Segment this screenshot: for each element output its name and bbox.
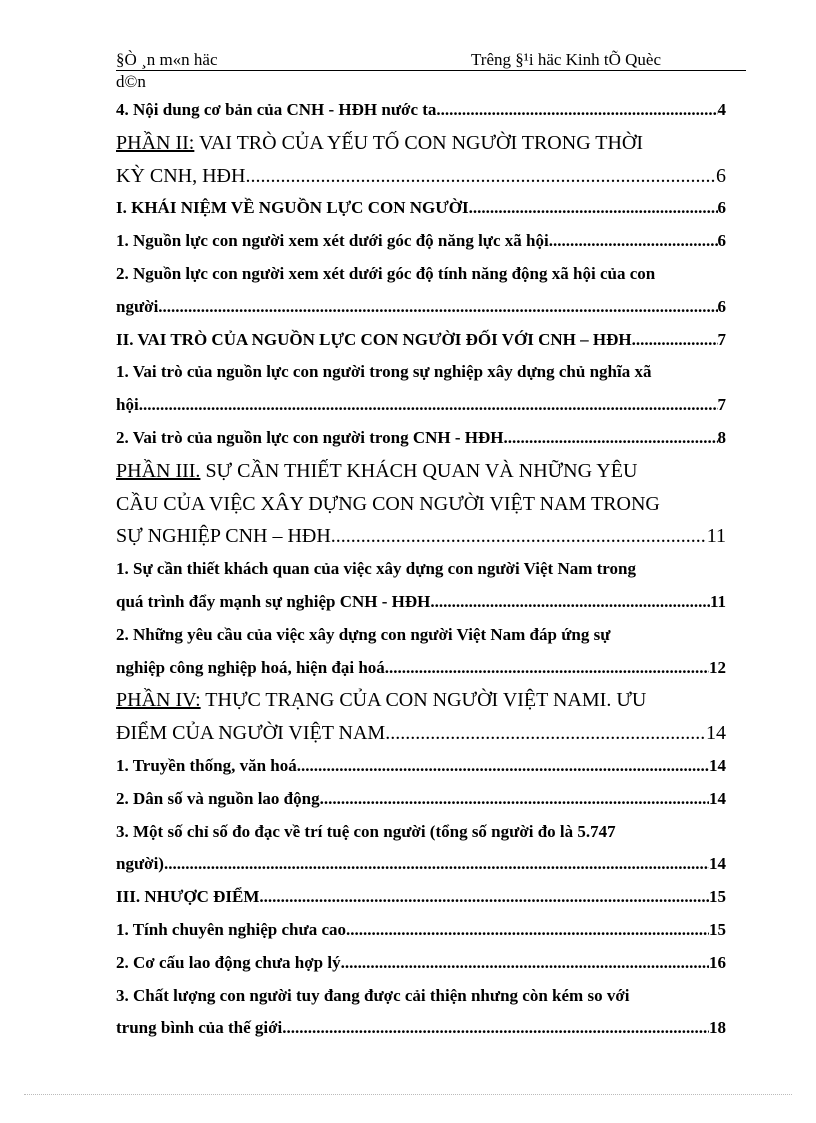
dot-leader (282, 1012, 709, 1045)
toc-page-number: 15 (709, 887, 726, 907)
toc-entry-text: 1. Nguồn lực con người xem xét dưới góc độ năng lực xã hội (116, 231, 549, 251)
toc-entry-text: III. NHƯỢC ĐIỂM (116, 887, 260, 907)
toc-entry-text: I. KHÁI NIỆM VỀ NGUỒN LỰC CON NGƯỜI (116, 198, 469, 218)
header-continuation: d©n (116, 72, 146, 91)
toc-entry-leader-line (116, 881, 726, 914)
page-bottom-rule (24, 1094, 792, 1095)
toc-page-number: 14 (706, 722, 726, 745)
toc-entry-text: CẦU CỦA VIỆC XÂY DỰNG CON NGƯỜI VIỆT NAM TRONG (116, 492, 660, 515)
toc-entry-leader-line (116, 783, 726, 816)
toc-entry-line (116, 684, 726, 717)
toc-entry (116, 684, 726, 750)
toc-entry (116, 192, 726, 225)
dot-leader (435, 586, 710, 619)
toc-entry-line (116, 356, 726, 389)
header-right-text: Trêng §¹i häc Kinh tÕ Quèc (471, 50, 662, 69)
toc-entry-leader-line (116, 520, 726, 553)
dot-leader (469, 192, 718, 225)
toc-entry-line (116, 455, 726, 488)
toc-entry-line (116, 258, 726, 291)
toc-page-number: 12 (709, 657, 726, 677)
toc-page-number: 14 (709, 755, 726, 775)
toc-page-number: 11 (706, 525, 726, 548)
table-of-contents (116, 94, 726, 1045)
toc-entry-leader-line (116, 1012, 726, 1045)
toc-entry (116, 881, 726, 914)
toc-entry-text: VAI TRÒ CỦA YẾU TỐ CON NGƯỜI TRONG THỜI (194, 131, 644, 154)
toc-page-number: 7 (717, 329, 726, 349)
dot-leader (389, 652, 709, 685)
toc-entry-leader-line (116, 586, 726, 619)
dot-leader (503, 422, 717, 455)
toc-entry-text: người) (116, 854, 164, 874)
toc-entry (116, 225, 726, 258)
dot-leader (158, 291, 717, 324)
toc-entry-text: 2. Những yêu cầu của việc xây dựng con người Việt Nam đáp ứng sự (116, 624, 611, 644)
toc-entry-text: SỰ CẦN THIẾT KHÁCH QUAN VÀ NHỮNG YÊU (200, 459, 638, 482)
dot-leader (549, 225, 718, 258)
toc-part-label: PHẦN IV: (116, 689, 201, 712)
toc-page-number: 11 (709, 591, 726, 611)
toc-entry-text: 3. Một số chỉ số đo đạc về trí tuệ con người (tổng số người đo là 5.747 (116, 821, 616, 841)
toc-page-number: 14 (709, 854, 726, 874)
toc-entry-text: 2. Cơ cấu lao động chưa hợp lý (116, 952, 341, 972)
dot-leader (245, 160, 716, 193)
toc-entry-text: 1. Truyền thống, văn hoá (116, 755, 297, 775)
page-header (116, 50, 746, 91)
toc-entry-text: 3. Chất lượng con người tuy đang được cải thiện nhưng còn kém so với (116, 985, 630, 1005)
toc-page-number: 15 (709, 919, 726, 939)
dot-leader (139, 389, 718, 422)
dot-leader (436, 94, 717, 127)
toc-entry-text: 2. Vai trò của nguồn lực con người trong CNH - HĐH (116, 427, 504, 447)
toc-page-number: 8 (717, 427, 726, 447)
toc-page-number: 6 (716, 164, 726, 187)
dot-leader (346, 914, 709, 947)
toc-entry-leader-line (116, 848, 726, 881)
toc-entry (116, 422, 726, 455)
toc-entry-line (116, 127, 726, 160)
toc-entry-text: quá trình đẩy mạnh sự nghiệp CNH - HĐH. (116, 591, 435, 611)
toc-page-number: 6 (717, 296, 726, 316)
header-left-text: §Ò ¸n m«n häc (116, 50, 218, 69)
toc-entry-text: trung bình của thế giới (116, 1018, 283, 1038)
toc-entry-text: THỰC TRẠNG CỦA CON NGƯỜI VIỆT NAMI. ƯU (200, 689, 647, 712)
toc-entry-line (116, 553, 726, 586)
toc-entry-leader-line (116, 225, 726, 258)
toc-entry-text: hội (116, 395, 139, 415)
toc-entry-leader-line (116, 914, 726, 947)
toc-entry-leader-line (116, 947, 726, 980)
toc-entry-line (116, 980, 726, 1013)
toc-entry-leader-line (116, 652, 726, 685)
dot-leader (636, 324, 718, 357)
toc-page-number: 4 (717, 100, 726, 119)
toc-entry-text: 2. Nguồn lực con người xem xét dưới góc độ tính năng động xã hội của con (116, 263, 656, 283)
toc-entry-leader-line (116, 160, 726, 193)
toc-entry (116, 816, 726, 882)
toc-entry (116, 94, 726, 127)
toc-entry-text: 1. Sự cần thiết khách quan của việc xây dựng con người Việt Nam trong (116, 559, 637, 579)
toc-page-number: 18 (709, 1018, 726, 1038)
toc-entry (116, 947, 726, 980)
toc-entry (116, 553, 726, 619)
toc-entry-text: người (116, 296, 159, 316)
toc-part-label: PHẦN II: (116, 131, 195, 154)
toc-entry-text: 1. Vai trò của nguồn lực con người trong sự nghiệp xây dựng chủ nghĩa xã (116, 362, 652, 382)
toc-page-number: 14 (709, 788, 726, 808)
toc-entry-leader-line (116, 192, 726, 225)
dot-leader (320, 783, 709, 816)
toc-entry (116, 324, 726, 357)
toc-entry-text: 1. Tính chuyên nghiệp chưa cao (116, 919, 346, 939)
toc-entry-leader-line (116, 717, 726, 750)
dot-leader (341, 947, 709, 980)
toc-entry (116, 258, 726, 324)
toc-entry-leader-line (116, 94, 726, 127)
toc-entry-text: KỲ CNH, HĐH (116, 164, 246, 187)
toc-entry-leader-line (116, 291, 726, 324)
toc-entry-text: nghiệp công nghiệp hoá, hiện đại hoá. (116, 657, 390, 677)
toc-entry (116, 127, 726, 193)
toc-page-number: 6 (717, 198, 726, 218)
dot-leader (259, 881, 709, 914)
toc-page-number: 7 (717, 395, 726, 415)
toc-entry (116, 619, 726, 685)
toc-entry-leader-line (116, 324, 726, 357)
toc-entry (116, 783, 726, 816)
toc-entry-text: 2. Dân số và nguồn lao động (116, 788, 320, 808)
toc-part-label: PHẦN III. (116, 459, 201, 482)
toc-entry-text: SỰ NGHIỆP CNH – HĐH (116, 525, 331, 548)
toc-entry (116, 356, 726, 422)
toc-entry-leader-line (116, 422, 726, 455)
toc-entry (116, 750, 726, 783)
toc-page-number: 16 (709, 952, 726, 972)
toc-entry (116, 455, 726, 553)
toc-entry-text: ĐIỂM CỦA NGƯỜI VIỆT NAM (116, 722, 386, 745)
toc-entry (116, 914, 726, 947)
toc-entry-line (116, 816, 726, 849)
toc-entry-leader-line (116, 750, 726, 783)
toc-entry-text: II. VAI TRÒ CỦA NGUỒN LỰC CON NGƯỜI ĐỐI VỚI CNH – HĐH. (116, 329, 636, 349)
toc-entry-text: 4. Nội dung cơ bản của CNH - HĐH nước ta (116, 100, 437, 119)
toc-entry-line (116, 619, 726, 652)
header-rule (116, 70, 746, 71)
dot-leader (385, 717, 706, 750)
toc-entry-line (116, 488, 726, 521)
dot-leader (297, 750, 709, 783)
toc-page-number: 6 (717, 231, 726, 251)
toc-entry (116, 980, 726, 1046)
dot-leader (164, 848, 709, 881)
dot-leader (331, 520, 707, 553)
toc-entry-leader-line (116, 389, 726, 422)
